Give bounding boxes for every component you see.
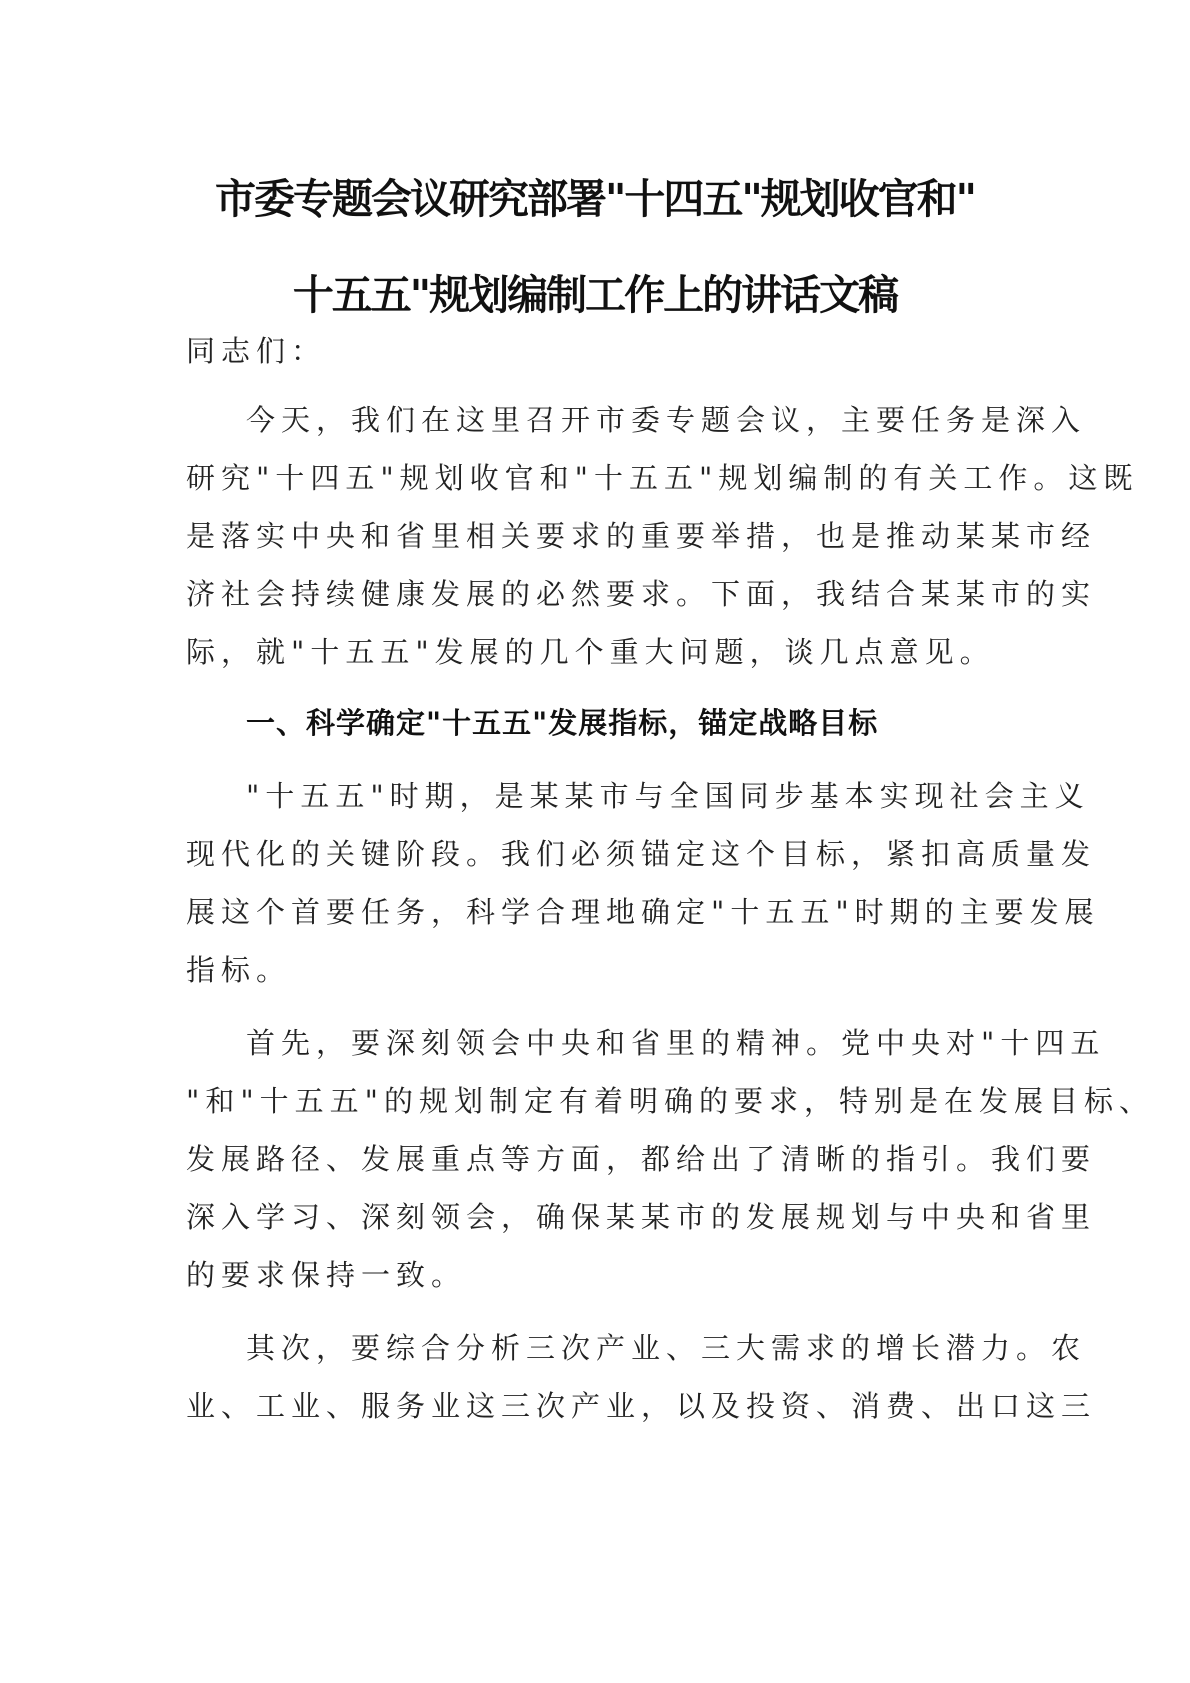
section-heading: 一、科学确定"十五五"发展指标，锚定战略目标 xyxy=(246,706,879,740)
paragraph-line: 发展路径、发展重点等方面，都给出了清晰的指引。我们要 xyxy=(186,1142,1097,1176)
paragraph-line: 现代化的关键阶段。我们必须锚定这个目标，紧扣高质量发 xyxy=(186,837,1097,871)
paragraph-line: 际，就"十五五"发展的几个重大问题，谈几点意见。 xyxy=(186,635,995,669)
paragraph-line: 的要求保持一致。 xyxy=(186,1258,467,1292)
document-title-line-2: 十五五"规划编制工作上的讲话文稿 xyxy=(292,271,898,319)
paragraph-line: 济社会持续健康发展的必然要求。下面，我结合某某市的实 xyxy=(186,577,1097,611)
document-title-line-1: 市委专题会议研究部署"十四五"规划收官和" xyxy=(214,175,976,223)
paragraph-line: 深入学习、深刻领会，确保某某市的发展规划与中央和省里 xyxy=(186,1200,1097,1234)
paragraph-line: 业、工业、服务业这三次产业，以及投资、消费、出口这三 xyxy=(186,1389,1097,1423)
salutation: 同志们： xyxy=(186,334,327,368)
paragraph-line: 首先，要深刻领会中央和省里的精神。党中央对"十四五 xyxy=(246,1026,1106,1060)
paragraph-line: "和"十五五"的规划制定有着明确的要求，特别是在发展目标、 xyxy=(186,1084,1155,1118)
paragraph-line: 是落实中央和省里相关要求的重要举措，也是推动某某市经 xyxy=(186,519,1097,553)
paragraph-line: "十五五"时期，是某某市与全国同步基本实现社会主义 xyxy=(246,779,1090,813)
paragraph-line: 研究"十四五"规划收官和"十五五"规划编制的有关工作。这既 xyxy=(186,461,1139,495)
paragraph-line: 其次，要综合分析三次产业、三大需求的增长潜力。农 xyxy=(246,1331,1087,1365)
paragraph-line: 今天，我们在这里召开市委专题会议，主要任务是深入 xyxy=(246,403,1087,437)
paragraph-line: 展这个首要任务，科学合理地确定"十五五"时期的主要发展 xyxy=(186,895,1100,929)
paragraph-line: 指标。 xyxy=(186,953,292,987)
